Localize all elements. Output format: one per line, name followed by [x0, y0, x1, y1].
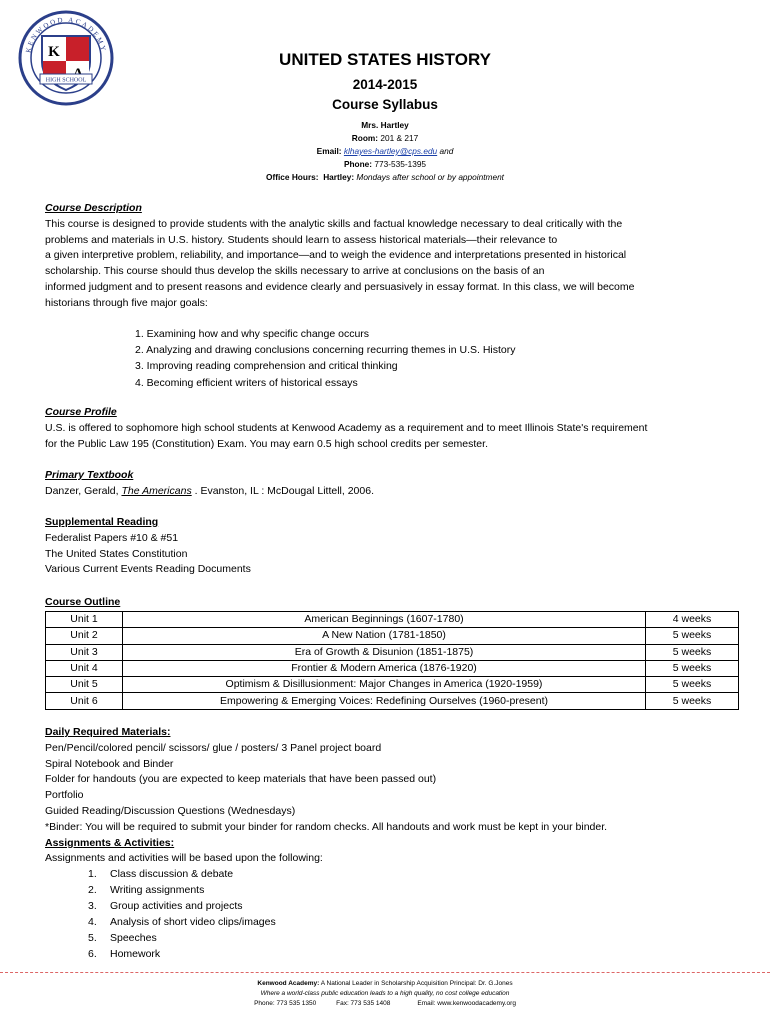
- school-year: 2014-2015: [352, 77, 418, 92]
- course-description-section: Course Description This course is designed to provide students with the analytic skills and factual knowledge necessary to deal critically with the problems and materials in U.S. history. Students should learn to assess historical materials—their relevance to a given interpretive problem, reliability, and importance—and to weigh the evidence and interpretations presented in historical scholarship. This course should thus develop the skills necessary to arrive at conclusions on the basis of an informed judgment and to present reasons and evidence clearly and persuasively in essay format. In this class, we will become historians through five major goals:: [45, 201, 735, 312]
- footer-contact: Phone: 773 535 1350 Fax: 773 535 1408 Email: www.kenwoodacademy.org: [254, 1000, 516, 1007]
- material-item: Guided Reading/Discussion Questions (Wednesdays): [45, 804, 296, 817]
- footer-line-1: Kenwood Academy: A National Leader in Scholarship Acquisition Principal: Dr. G.Jones: [257, 980, 513, 987]
- duration-cell: 5 weeks: [646, 677, 739, 693]
- unit-title-cell: Frontier & Modern America (1876-1920): [123, 660, 646, 676]
- assignment-item: 4. Analysis of short video clips/images: [88, 915, 276, 928]
- materials-heading: Daily Required Materials:: [45, 726, 171, 738]
- reading-item: The United States Constitution: [45, 547, 188, 560]
- unit-title-cell: American Beginnings (1607-1780): [123, 612, 646, 628]
- goals-list: [135, 326, 516, 391]
- outline-row: [46, 628, 739, 644]
- supplemental-reading-section: [45, 515, 735, 578]
- logo-letter-k: K: [48, 44, 60, 60]
- course-outline-table: [45, 611, 739, 710]
- footer-line-2: Where a world-class public education leads to a high quality, no cost college education: [260, 990, 510, 997]
- unit-title-cell: Era of Growth & Disunion (1851-1875): [123, 644, 646, 660]
- outline-row: [46, 677, 739, 693]
- outline-row: [46, 660, 739, 676]
- primary-textbook-heading: Primary Textbook: [45, 469, 134, 481]
- assignments-list: [88, 867, 276, 962]
- unit-cell: Unit 2: [46, 628, 123, 644]
- unit-cell: Unit 4: [46, 660, 123, 676]
- syllabus-subtitle: Course Syllabus: [332, 97, 438, 112]
- assignment-item: 5. Speeches: [88, 931, 157, 944]
- phone-number: 773-535-1395: [374, 159, 427, 169]
- course-profile-section: Course Profile U.S. is offered to sophomore high school students at Kenwood Academy as a requirement and to meet Illinois State's requirement for the Public Law 195 (Constitution) Exam. You may earn 0.5 high school credits per semester.: [45, 405, 735, 452]
- unit-cell: Unit 5: [46, 677, 123, 693]
- course-outline-heading-wrap: [45, 595, 735, 611]
- unit-cell: Unit 1: [46, 612, 123, 628]
- assignment-item: 3. Group activities and projects: [88, 899, 243, 912]
- course-title: UNITED STATES HISTORY: [279, 50, 491, 69]
- materials-section: [45, 725, 735, 867]
- goal-item: 1. Examining how and why specific change occurs: [135, 328, 370, 340]
- duration-cell: 5 weeks: [646, 693, 739, 709]
- primary-textbook-section: Primary Textbook Danzer, Gerald, The Americans . Evanston, IL : McDougal Littell, 2006.: [45, 468, 735, 500]
- unit-cell: Unit 3: [46, 644, 123, 660]
- office-hours: Mondays after school or by appointment: [356, 172, 504, 182]
- material-item: Portfolio: [45, 789, 84, 802]
- goal-item: 3. Improving reading comprehension and critical thinking: [135, 360, 398, 373]
- unit-title-cell: Empowering & Emerging Voices: Redefining Ourselves (1960-present): [123, 693, 646, 709]
- email-link[interactable]: klhayes-hartley@cps.edu: [343, 146, 438, 156]
- course-profile-heading: Course Profile: [45, 406, 117, 418]
- goal-item: 2. Analyzing and drawing conclusions concerning recurring themes in U.S. History: [135, 344, 516, 357]
- duration-cell: 5 weeks: [646, 644, 739, 660]
- unit-title-cell: A New Nation (1781-1850): [123, 628, 646, 644]
- assignment-item: 6. Homework: [88, 947, 161, 960]
- supplemental-reading-heading: Supplemental Reading: [45, 516, 159, 528]
- footer-divider: [0, 972, 770, 974]
- assignments-heading: Assignments & Activities:: [45, 836, 175, 849]
- duration-cell: 5 weeks: [646, 660, 739, 676]
- material-item: Spiral Notebook and Binder: [45, 757, 174, 770]
- material-item: *Binder: You will be required to submit your binder for random checks. All handouts and work must be kept in your binder.: [45, 820, 608, 833]
- logo-arc-text: KENWOOD ACADEMY: [24, 15, 108, 54]
- reading-item: Various Current Events Reading Documents: [45, 563, 251, 576]
- outline-row: [46, 612, 739, 628]
- outline-row: [46, 693, 739, 709]
- reading-item: Federalist Papers #10 & #51: [45, 531, 179, 544]
- goal-item: 4. Becoming efficient writers of historical essays: [135, 376, 358, 389]
- duration-cell: 5 weeks: [646, 628, 739, 644]
- room-number: 201 & 217: [380, 133, 419, 143]
- teacher-info: Mrs. Hartley Room: 201 & 217 Email: klhayes-hartley@cps.edu and Phone: 773-535-1395 Office Hours: Hartley: Mondays after school or by appointment: [266, 120, 504, 182]
- material-item: Folder for handouts (you are expected to keep materials that have been passed out): [45, 773, 437, 786]
- unit-title-cell: Optimism & Disillusionment: Major Changes in America (1920-1959): [123, 677, 646, 693]
- teacher-name: Mrs. Hartley: [361, 120, 409, 130]
- assignment-item: 2. Writing assignments: [88, 883, 205, 896]
- outline-row: [46, 644, 739, 660]
- material-item: Pen/Pencil/colored pencil/ scissors/ glue / posters/ 3 Panel project board: [45, 741, 382, 754]
- duration-cell: 4 weeks: [646, 612, 739, 628]
- assignments-intro: Assignments and activities will be based upon the following:: [45, 852, 323, 865]
- course-description-heading: Course Description: [45, 202, 142, 214]
- unit-cell: Unit 6: [46, 693, 123, 709]
- course-outline-heading: Course Outline: [45, 596, 121, 608]
- assignment-item: 1. Class discussion & debate: [88, 868, 234, 880]
- logo-banner: HIGH SCHOOL: [45, 77, 87, 84]
- textbook-title: The Americans: [121, 484, 192, 497]
